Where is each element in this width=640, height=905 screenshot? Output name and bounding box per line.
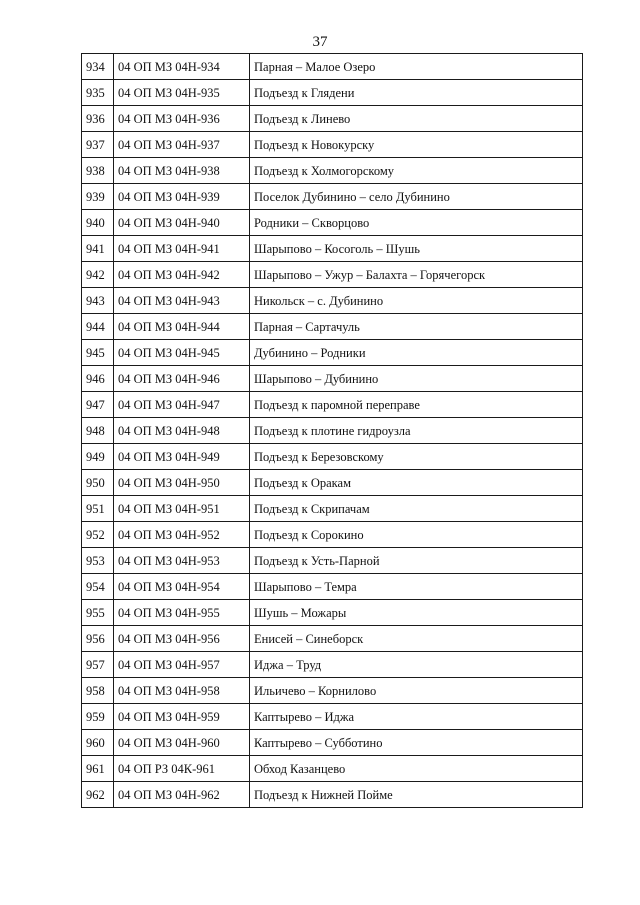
table-row <box>82 548 583 574</box>
road-name: Подъезд к Нижней Пойме <box>250 782 583 808</box>
road-code: 04 ОП МЗ 04Н-952 <box>114 522 250 548</box>
road-name: Подъезд к Линево <box>250 106 583 132</box>
table-row <box>82 730 583 756</box>
row-number: 962 <box>82 782 114 808</box>
table-row <box>82 756 583 782</box>
table-row <box>82 704 583 730</box>
row-number: 940 <box>82 210 114 236</box>
row-number: 934 <box>82 54 114 80</box>
road-name: Подъезд к Сорокино <box>250 522 583 548</box>
table-row <box>82 340 583 366</box>
row-number: 942 <box>82 262 114 288</box>
row-number: 941 <box>82 236 114 262</box>
road-name: Дубинино – Родники <box>250 340 583 366</box>
road-name: Каптырево – Субботино <box>250 730 583 756</box>
row-number: 961 <box>82 756 114 782</box>
table-row <box>82 262 583 288</box>
road-code: 04 ОП МЗ 04Н-936 <box>114 106 250 132</box>
row-number: 944 <box>82 314 114 340</box>
road-code: 04 ОП МЗ 04Н-944 <box>114 314 250 340</box>
road-code: 04 ОП МЗ 04Н-946 <box>114 366 250 392</box>
row-number: 952 <box>82 522 114 548</box>
table-row <box>82 496 583 522</box>
road-code: 04 ОП МЗ 04Н-950 <box>114 470 250 496</box>
row-number: 935 <box>82 80 114 106</box>
row-number: 947 <box>82 392 114 418</box>
roads-table-body <box>82 54 583 808</box>
road-name: Енисей – Синеборск <box>250 626 583 652</box>
road-code: 04 ОП МЗ 04Н-934 <box>114 54 250 80</box>
table-row <box>82 652 583 678</box>
road-name: Подъезд к Скрипачам <box>250 496 583 522</box>
table-row <box>82 106 583 132</box>
road-name: Обход Казанцево <box>250 756 583 782</box>
road-code: 04 ОП МЗ 04Н-949 <box>114 444 250 470</box>
road-code: 04 ОП МЗ 04Н-958 <box>114 678 250 704</box>
row-number: 954 <box>82 574 114 600</box>
road-name: Парная – Сартачуль <box>250 314 583 340</box>
row-number: 960 <box>82 730 114 756</box>
road-name: Подъезд к Новокурску <box>250 132 583 158</box>
table-row <box>82 236 583 262</box>
row-number: 956 <box>82 626 114 652</box>
road-code: 04 ОП МЗ 04Н-943 <box>114 288 250 314</box>
road-code: 04 ОП МЗ 04Н-962 <box>114 782 250 808</box>
road-name: Подъезд к Березовскому <box>250 444 583 470</box>
road-name: Подъезд к Глядени <box>250 80 583 106</box>
row-number: 949 <box>82 444 114 470</box>
road-code: 04 ОП МЗ 04Н-935 <box>114 80 250 106</box>
road-code: 04 ОП МЗ 04Н-957 <box>114 652 250 678</box>
table-row <box>82 184 583 210</box>
road-code: 04 ОП МЗ 04Н-945 <box>114 340 250 366</box>
road-name: Шарыпово – Дубинино <box>250 366 583 392</box>
road-code: 04 ОП МЗ 04Н-938 <box>114 158 250 184</box>
road-code: 04 ОП МЗ 04Н-953 <box>114 548 250 574</box>
row-number: 939 <box>82 184 114 210</box>
road-code: 04 ОП МЗ 04Н-940 <box>114 210 250 236</box>
table-row <box>82 470 583 496</box>
road-name: Шарыпово – Косоголь – Шушь <box>250 236 583 262</box>
road-code: 04 ОП МЗ 04Н-942 <box>114 262 250 288</box>
table-row <box>82 444 583 470</box>
roads-table <box>81 53 583 808</box>
road-code: 04 ОП МЗ 04Н-939 <box>114 184 250 210</box>
row-number: 958 <box>82 678 114 704</box>
road-code: 04 ОП МЗ 04Н-951 <box>114 496 250 522</box>
table-row <box>82 132 583 158</box>
road-code: 04 ОП МЗ 04Н-937 <box>114 132 250 158</box>
row-number: 943 <box>82 288 114 314</box>
row-number: 948 <box>82 418 114 444</box>
road-name: Ильичево – Корнилово <box>250 678 583 704</box>
row-number: 937 <box>82 132 114 158</box>
road-name: Подъезд к Холмогорскому <box>250 158 583 184</box>
road-name: Шушь – Можары <box>250 600 583 626</box>
table-row <box>82 574 583 600</box>
road-code: 04 ОП МЗ 04Н-959 <box>114 704 250 730</box>
table-row <box>82 392 583 418</box>
road-name: Шарыпово – Темра <box>250 574 583 600</box>
row-number: 946 <box>82 366 114 392</box>
row-number: 938 <box>82 158 114 184</box>
road-name: Поселок Дубинино – село Дубинино <box>250 184 583 210</box>
road-name: Парная – Малое Озеро <box>250 54 583 80</box>
road-code: 04 ОП МЗ 04Н-960 <box>114 730 250 756</box>
row-number: 957 <box>82 652 114 678</box>
table-row <box>82 158 583 184</box>
road-name: Никольск – с. Дубинино <box>250 288 583 314</box>
row-number: 959 <box>82 704 114 730</box>
road-name: Подъезд к плотине гидроузла <box>250 418 583 444</box>
road-code: 04 ОП МЗ 04Н-941 <box>114 236 250 262</box>
table-row <box>82 288 583 314</box>
table-row <box>82 522 583 548</box>
row-number: 936 <box>82 106 114 132</box>
table-row <box>82 418 583 444</box>
table-row <box>82 54 583 80</box>
row-number: 953 <box>82 548 114 574</box>
road-name: Иджа – Труд <box>250 652 583 678</box>
road-name: Каптырево – Иджа <box>250 704 583 730</box>
row-number: 950 <box>82 470 114 496</box>
table-row <box>82 600 583 626</box>
road-name: Родники – Скворцово <box>250 210 583 236</box>
road-code: 04 ОП МЗ 04Н-948 <box>114 418 250 444</box>
road-code: 04 ОП МЗ 04Н-956 <box>114 626 250 652</box>
table-row <box>82 782 583 808</box>
road-code: 04 ОП МЗ 04Н-954 <box>114 574 250 600</box>
road-name: Подъезд к Оракам <box>250 470 583 496</box>
page-number: 37 <box>312 34 328 50</box>
table-row <box>82 210 583 236</box>
road-code: 04 ОП РЗ 04К-961 <box>114 756 250 782</box>
table-row <box>82 626 583 652</box>
row-number: 955 <box>82 600 114 626</box>
table-row <box>82 678 583 704</box>
road-name: Подъезд к паромной переправе <box>250 392 583 418</box>
row-number: 951 <box>82 496 114 522</box>
road-code: 04 ОП МЗ 04Н-947 <box>114 392 250 418</box>
road-name: Шарыпово – Ужур – Балахта – Горячегорск <box>250 262 583 288</box>
table-row <box>82 366 583 392</box>
row-number: 945 <box>82 340 114 366</box>
table-row <box>82 314 583 340</box>
road-code: 04 ОП МЗ 04Н-955 <box>114 600 250 626</box>
table-row <box>82 80 583 106</box>
road-name: Подъезд к Усть-Парной <box>250 548 583 574</box>
